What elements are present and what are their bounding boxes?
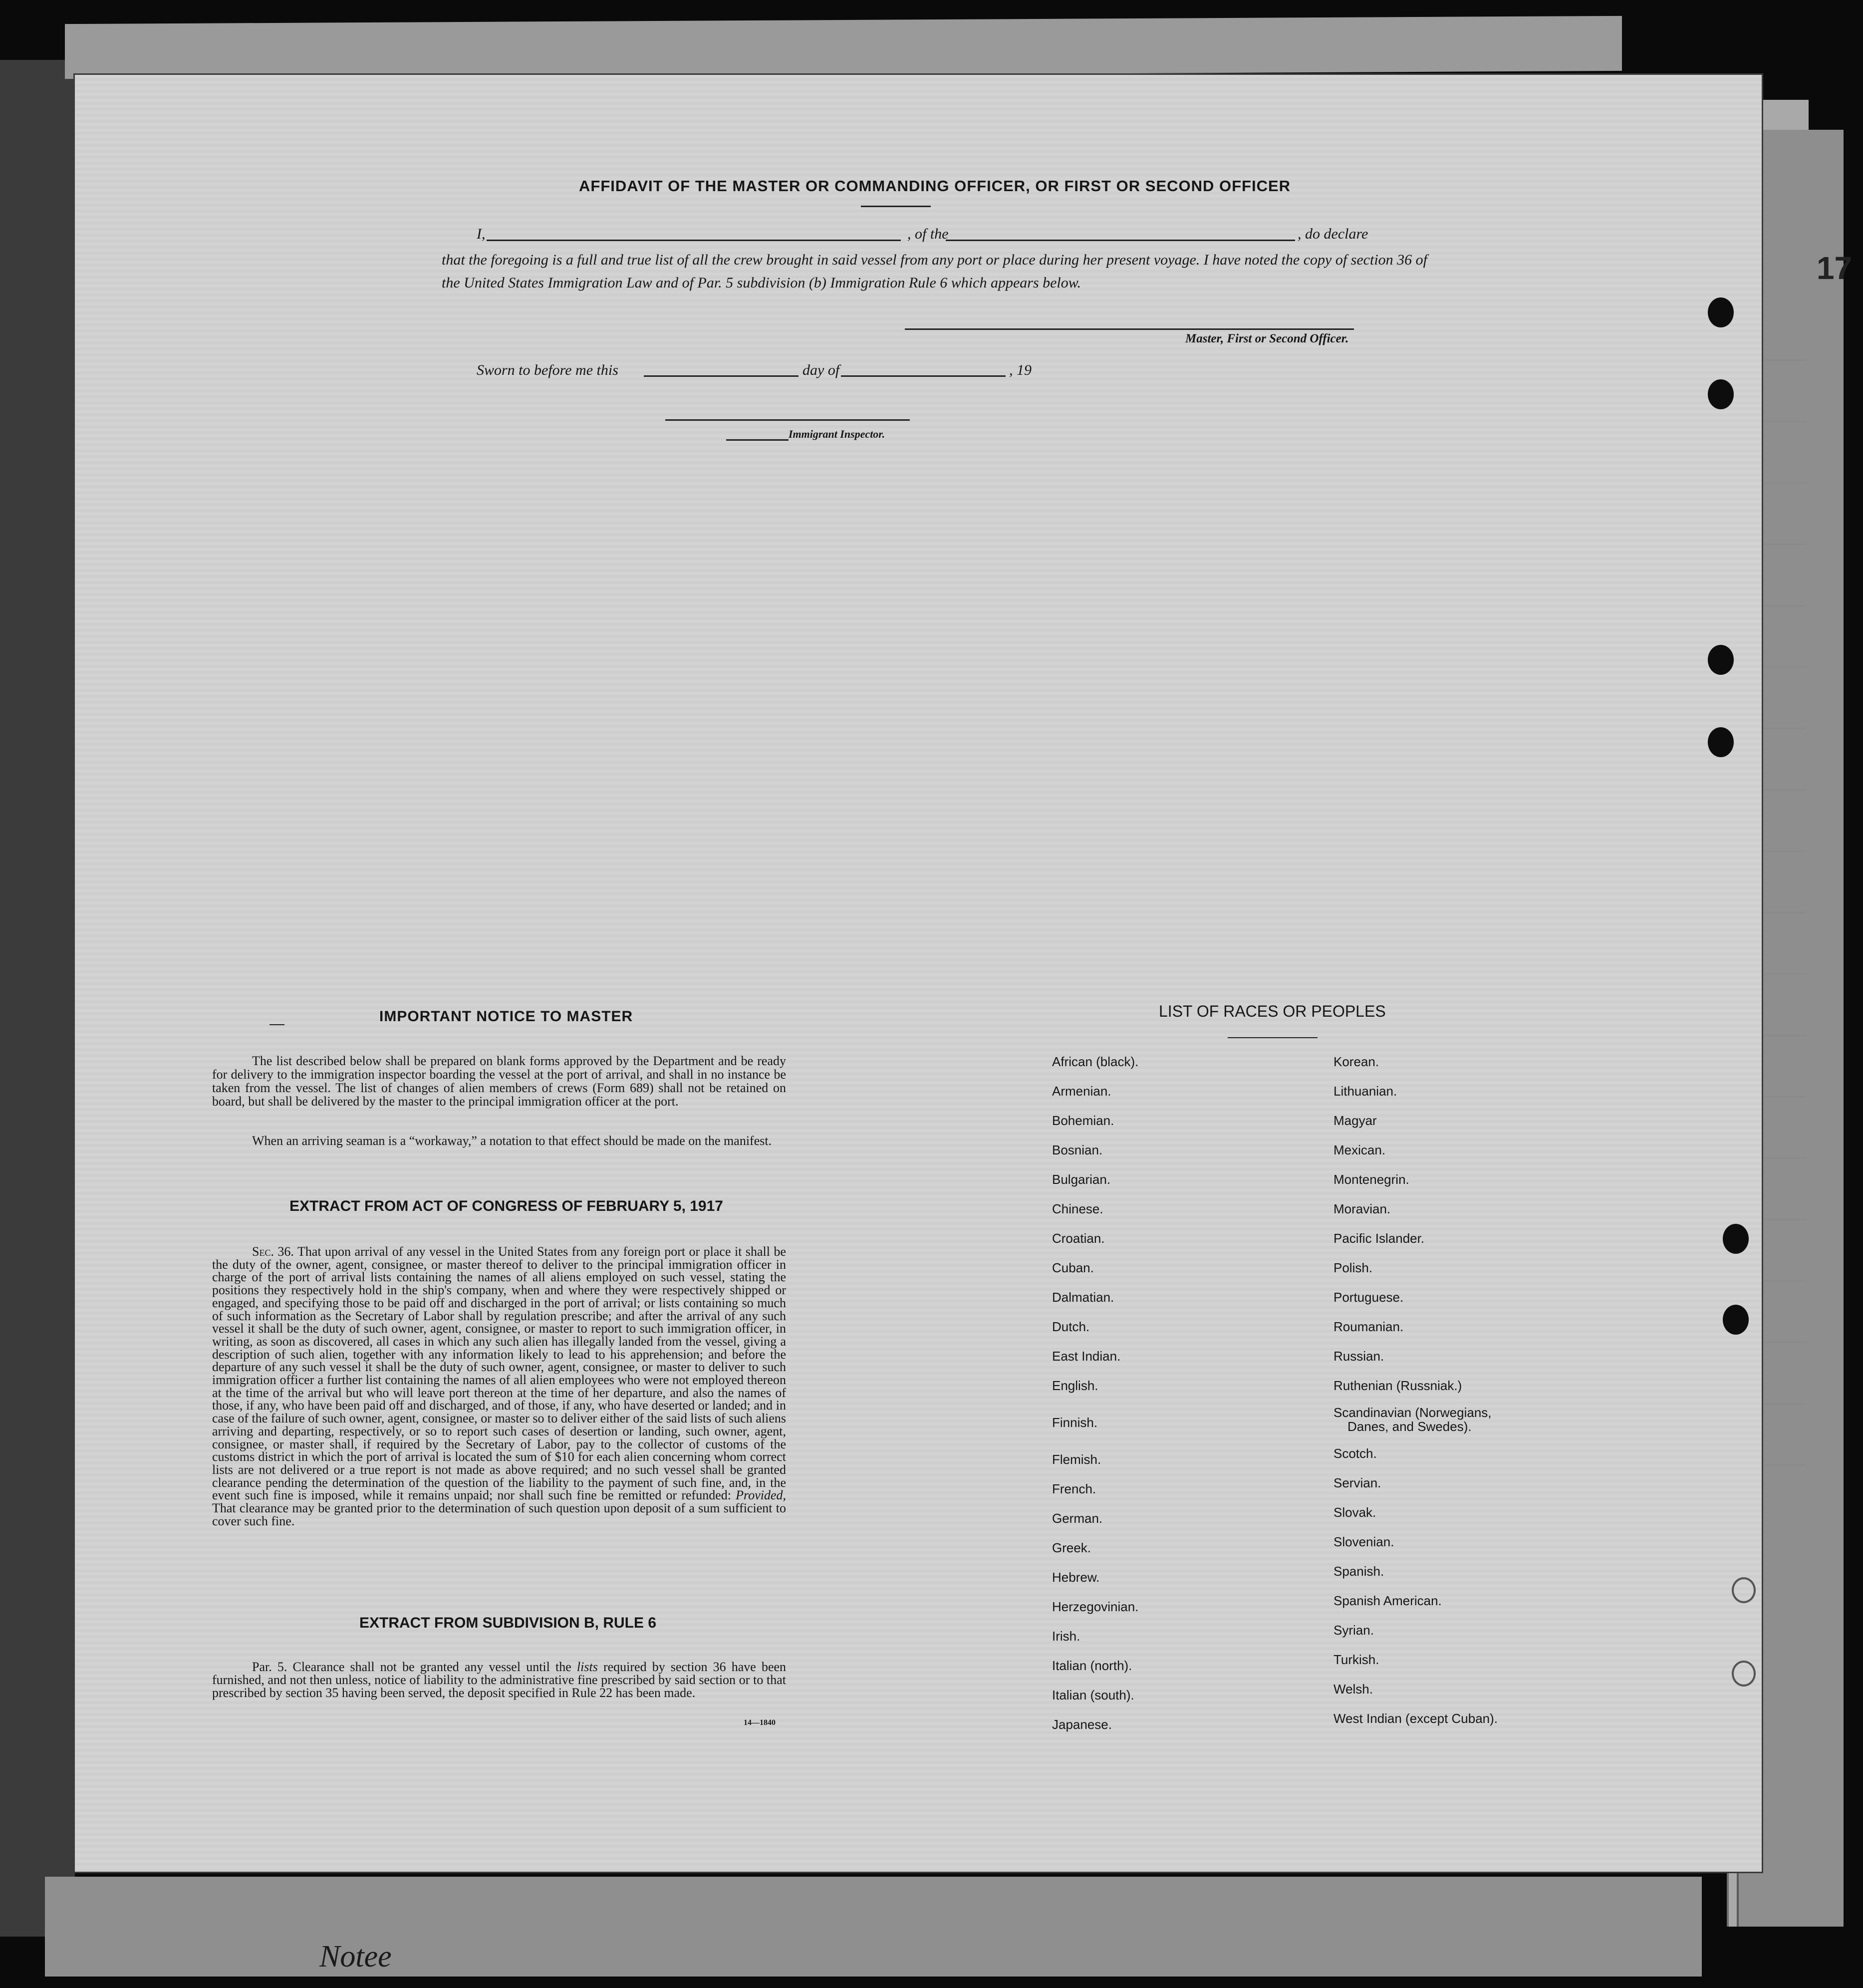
day-of-label: day of: [802, 362, 840, 378]
left-edge-shadow: [0, 60, 75, 1937]
race-item: Bosnian.: [1052, 1142, 1103, 1157]
race-item: Russian.: [1333, 1349, 1384, 1364]
name-blank-line[interactable]: [487, 240, 901, 241]
race-item: African (black).: [1052, 1054, 1139, 1069]
ring-hole: [1732, 1661, 1756, 1687]
par5-start: Par. 5. Clearance shall not be granted any vessel until the: [252, 1660, 571, 1674]
notice-paragraph: The list described below shall be prepared on blank forms approved by the Department and be ready for delivery to the immigration inspector boarding the vessel at the port of arrival, and shall in no instance be taken from the vessel. The list of changes of alien members of crews (Form 689) shall not be retained on board, but shall be delivered by the master to the principal immigration officer at the port.: [212, 1054, 786, 1109]
section-body: That upon arrival of any vessel in the United States from any foreign port or place it shall be the duty of the owner, agent, consignee, or master thereof to deliver to the principal immigration officer in charge of the port of arrival lists containing the names of all aliens employed on such vessel, stating the positions they respectively hold in the ship's company, when and where they were respectively shipped or engaged, and specifying those to be paid off and discharged in the port of arrival; or lists containing so much of such information as the Secretary of Labor shall by regulation prescribe; and after the arrival of any such vessel it shall be the duty of such owner, agent, consignee, or master to report to such immigration officer, in writing, as soon as discovered, all cases in which any such alien has illegally landed from the vessel, giving a description of such alien, together with any information likely to lead to his apprehension; and before the departure of any such vessel it shall be the duty of such owner, agent, consignee, or master to deliver to such immigration officer a further list containing the names of all alien employees who were not employed thereon at the time of the arrival but who will leave port thereon at the time of her departure, and also the names of those, if any, who have been paid off and discharged, and of those, if any, who have deserted or landed; and in case of the failure of such owner, agent, consignee, or master so to deliver either of the said lists of such aliens arriving and departing, respectively, or so to report such cases of desertion or landing, such owner, agent, consignee, or master shall, if required by the Secretary of Labor, pay to the collector of customs of the customs district in which the port of arrival is located the sum of $10 for each alien concerning whom correct lists are not delivered or a true report is not made as above required; and no such vessel shall be granted clearance pending the determination of the question of the liability to the payment of such fine, and, in the event such fine is imposed, while it remains unpaid; nor shall such fine be remitted or refunded:: [212, 1244, 786, 1503]
lists-word: lists: [576, 1660, 598, 1674]
par5-end: required by section 36 have been furnished, and not then unless, notice of liability to the administrative fine prescribed by said section or to that prescribed by section 35 having been served, the deposit specified in Rule 22 has been made.: [212, 1660, 787, 1700]
act-extract-title: EXTRACT FROM ACT OF CONGRESS OF FEBRUARY 5, 1917: [289, 1198, 723, 1214]
race-item: Roumanian.: [1333, 1319, 1404, 1334]
race-item: Italian (north).: [1052, 1658, 1132, 1673]
sworn-day-line[interactable]: [644, 375, 798, 377]
race-item: Herzegovinian.: [1052, 1599, 1139, 1614]
race-item: Dutch.: [1052, 1319, 1090, 1334]
punch-hole: [1708, 727, 1734, 757]
race-item: Greek.: [1052, 1540, 1091, 1555]
race-item: Welsh.: [1333, 1682, 1373, 1697]
race-item: Portuguese.: [1333, 1290, 1404, 1305]
top-page-edge: [65, 16, 1622, 79]
race-item: Chinese.: [1052, 1201, 1103, 1216]
race-item: Syrian.: [1333, 1623, 1374, 1638]
race-item: German.: [1052, 1511, 1103, 1526]
race-item: Slovenian.: [1333, 1534, 1394, 1549]
affidavit-do-declare: , do declare: [1298, 226, 1368, 242]
race-item: Montenegrin.: [1333, 1172, 1409, 1187]
race-item: Danes, and Swedes).: [1347, 1419, 1472, 1434]
inspector-label: Immigrant Inspector.: [789, 428, 885, 440]
year-label: , 19: [1009, 362, 1032, 378]
inspector-short-line: [726, 439, 789, 441]
punch-hole: [1723, 1305, 1749, 1335]
race-item: Servian.: [1333, 1475, 1381, 1490]
sworn-month-line[interactable]: [841, 375, 1006, 377]
race-item: Finnish.: [1052, 1415, 1098, 1430]
form-number: 14—1840: [744, 1718, 776, 1727]
punch-hole: [1708, 379, 1734, 409]
race-item: Hebrew.: [1052, 1570, 1100, 1585]
bottom-page-edge: [45, 1877, 1702, 1977]
section-body-end: That clearance may be granted prior to the determination of such question upon deposit of a sum sufficient to cover such fine.: [212, 1501, 786, 1528]
affidavit-of-the: , of the: [907, 226, 949, 242]
notice-title: IMPORTANT NOTICE TO MASTER: [379, 1008, 633, 1025]
workaway-paragraph: When an arriving seaman is a “workaway,” a notation to that effect should be made on the manifest.: [252, 1134, 772, 1148]
race-item: Mexican.: [1333, 1142, 1386, 1157]
punch-hole: [1723, 1224, 1749, 1254]
race-item: Scandinavian (Norwegians,: [1333, 1405, 1492, 1420]
race-item: English.: [1052, 1378, 1098, 1393]
race-item: Japanese.: [1052, 1717, 1112, 1732]
race-item: Irish.: [1052, 1629, 1080, 1644]
race-item: Scotch.: [1333, 1446, 1377, 1461]
affidavit-paragraph: that the foregoing is a full and true list of all the crew brought in said vessel from any port or place during her present voyage. I have noted the copy of section 36 of the United States Immigration Law and of Par. 5 subdivision (b) Immigration Rule 6 which appears below.: [442, 252, 1427, 291]
affidavit-title: AFFIDAVIT OF THE MASTER OR COMMANDING OFFICER, OR FIRST OR SECOND OFFICER: [579, 177, 1291, 195]
punch-hole: [1708, 297, 1734, 327]
race-item: Croatian.: [1052, 1231, 1105, 1246]
section-36-text: [212, 1245, 786, 1527]
affidavit-i: I,: [477, 226, 486, 242]
race-item: Armenian.: [1052, 1084, 1111, 1099]
provided-label: Provided,: [736, 1488, 786, 1503]
races-rule: [1228, 1037, 1318, 1038]
race-item: French.: [1052, 1481, 1096, 1496]
race-item: East Indian.: [1052, 1349, 1121, 1364]
race-item: Flemish.: [1052, 1452, 1101, 1467]
ledger-lines: [1762, 299, 1807, 1497]
race-item: Polish.: [1333, 1260, 1373, 1275]
race-item: Magyar: [1333, 1113, 1377, 1128]
race-item: West Indian (except Cuban).: [1333, 1711, 1498, 1726]
paragraph-5-text: [212, 1661, 786, 1700]
races-title: LIST OF RACES OR PEOPLES: [1159, 1002, 1386, 1020]
race-item: Spanish.: [1333, 1564, 1384, 1579]
race-item: Italian (south).: [1052, 1688, 1134, 1703]
section-label: Sec. 36.: [252, 1244, 294, 1259]
signature-line[interactable]: [905, 328, 1354, 330]
inspector-signature-line[interactable]: [665, 419, 910, 421]
signature-label: Master, First or Second Officer.: [1185, 332, 1349, 345]
race-item: Bulgarian.: [1052, 1172, 1111, 1187]
race-item: Pacific Islander.: [1333, 1231, 1425, 1246]
punch-hole: [1708, 645, 1734, 675]
race-item: Korean.: [1333, 1054, 1379, 1069]
title-rule: [861, 206, 931, 207]
race-item: Bohemian.: [1052, 1113, 1114, 1128]
rule-extract-title: EXTRACT FROM SUBDIVISION B, RULE 6: [359, 1615, 657, 1631]
sworn-label: Sworn to before me this: [477, 362, 618, 378]
notice-short-rule: [269, 1024, 284, 1025]
race-item: Ruthenian (Russniak.): [1333, 1378, 1462, 1393]
edge-page-number: 17: [1817, 250, 1853, 286]
race-item: Spanish American.: [1333, 1593, 1442, 1608]
document-page: [75, 75, 1762, 1872]
race-item: Cuban.: [1052, 1260, 1094, 1275]
race-item: Slovak.: [1333, 1505, 1376, 1520]
race-item: Lithuanian.: [1333, 1084, 1397, 1099]
ring-hole: [1732, 1577, 1756, 1603]
race-item: Turkish.: [1333, 1652, 1379, 1667]
handwritten-note: Notee: [319, 1940, 392, 1974]
race-item: Dalmatian.: [1052, 1290, 1114, 1305]
vessel-blank-line[interactable]: [946, 240, 1295, 241]
race-item: Moravian.: [1333, 1201, 1391, 1216]
